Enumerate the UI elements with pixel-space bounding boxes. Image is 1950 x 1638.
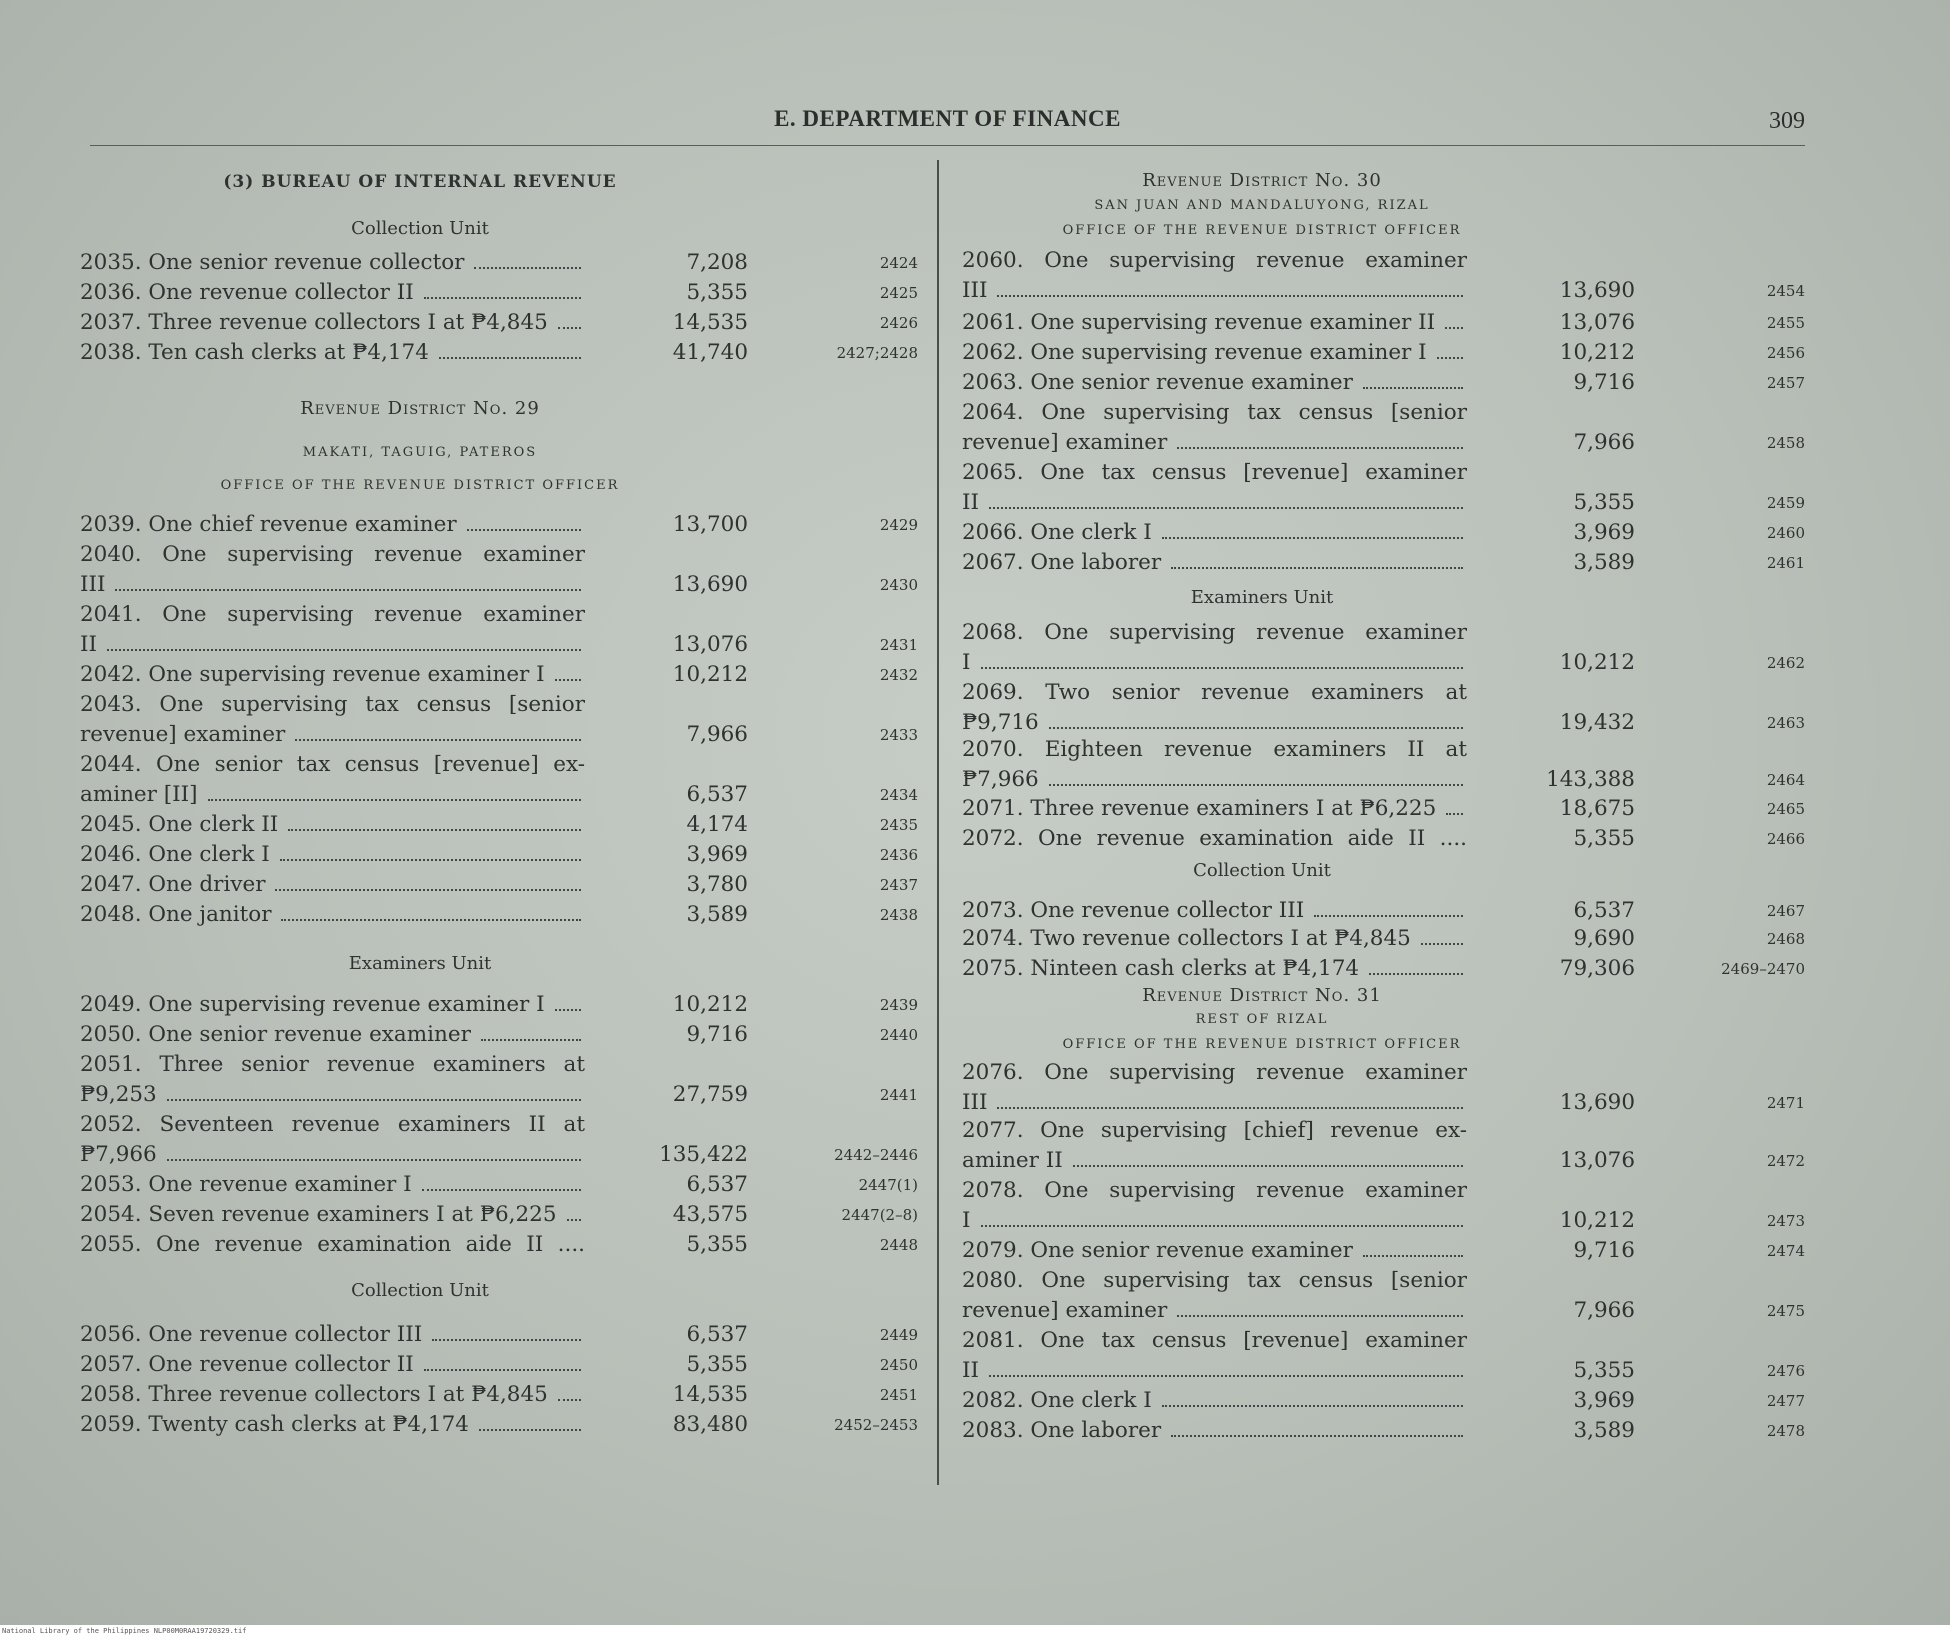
item-reference-number: 2424 [879,254,918,272]
item-description-continuation: III [962,278,1467,303]
item-amount: 3,969 [686,842,748,867]
dot-leader [981,652,1463,669]
item-reference-number: 2452–2453 [834,1416,918,1434]
item-description-continuation: III [962,1090,1467,1115]
item-description: 2082. One clerk I [962,1388,1467,1413]
item-amount: 4,174 [686,812,748,837]
left-collection-unit-2-heading: Collection Unit [351,1280,489,1301]
item-reference-number: 2437 [879,876,918,894]
item-amount: 5,355 [686,1352,748,1377]
item-reference-number: 2454 [1766,282,1805,300]
item-description-continuation: revenue] examiner [962,1298,1467,1323]
item-amount: 10,212 [672,662,748,687]
item-amount: 135,422 [659,1142,748,1167]
item-reference-number: 2461 [1766,554,1805,572]
item-description: 2049. One supervising revenue examiner I [80,992,585,1017]
item-description: 2044. One senior tax census [revenue] ex- [80,752,585,777]
item-reference-number: 2459 [1766,494,1805,512]
item-description-continuation: aminer [II] [80,782,585,807]
dot-leader [167,1144,581,1161]
dot-leader [288,814,581,831]
dot-leader [555,664,581,681]
item-description-continuation: I [962,1208,1467,1233]
item-amount: 5,355 [686,1232,748,1257]
item-amount: 9,716 [1573,370,1635,395]
item-reference-number: 2447(1) [858,1176,918,1194]
item-reference-number: 2442–2446 [834,1146,918,1164]
item-description: 2037. Three revenue collectors I at ₱4,845 [80,310,585,335]
item-amount: 7,208 [686,250,748,275]
item-amount: 79,306 [1559,956,1635,981]
item-description: 2055. One revenue examination aide II .... [80,1232,585,1257]
right-collection-unit-heading: Collection Unit [1193,860,1331,881]
dot-leader [1314,900,1463,917]
item-reference-number: 2435 [879,816,918,834]
item-description: 2075. Ninteen cash clerks at ₱4,174 [962,956,1467,981]
item-amount: 41,740 [672,340,748,365]
district-30-office: OFFICE OF THE REVENUE DISTRICT OFFICER [1062,223,1462,238]
item-reference-number: 2462 [1766,654,1805,672]
item-amount: 10,212 [1559,1208,1635,1233]
item-description: 2053. One revenue examiner I [80,1172,585,1197]
item-reference-number: 2438 [879,906,918,924]
item-amount: 19,432 [1559,710,1635,735]
item-amount: 7,966 [1573,430,1635,455]
item-description: 2038. Ten cash clerks at ₱4,174 [80,340,585,365]
item-amount: 9,716 [686,1022,748,1047]
dot-leader [275,874,581,891]
item-amount: 13,690 [1559,1090,1635,1115]
item-reference-number: 2436 [879,846,918,864]
item-reference-number: 2457 [1766,374,1805,392]
item-amount: 14,535 [672,310,748,335]
item-reference-number: 2432 [879,666,918,684]
bureau-title: (3) BUREAU OF INTERNAL REVENUE [223,172,617,192]
dot-leader [1073,1150,1463,1167]
item-description: 2063. One senior revenue examiner [962,370,1467,395]
dot-leader [1171,1420,1463,1437]
item-amount: 9,690 [1573,926,1635,951]
item-description: 2046. One clerk I [80,842,585,867]
item-description: 2045. One clerk II [80,812,585,837]
item-description: 2069. Two senior revenue examiners at [962,680,1467,705]
dot-leader [1171,552,1463,569]
item-description: 2077. One supervising [chief] revenue ex- [962,1118,1467,1143]
item-reference-number: 2451 [879,1386,918,1404]
item-description: 2039. One chief revenue examiner [80,512,585,537]
item-reference-number: 2463 [1766,714,1805,732]
item-reference-number: 2430 [879,576,918,594]
dot-leader [981,1210,1463,1227]
item-amount: 3,969 [1573,1388,1635,1413]
district-29-heading: Revenue District No. 29 [300,398,540,419]
item-amount: 3,589 [686,902,748,927]
dot-leader [167,1084,581,1101]
page-title: E. DEPARTMENT OF FINANCE [774,106,1121,131]
dot-leader [1162,1390,1463,1407]
item-description: 2076. One supervising revenue examiner [962,1060,1467,1085]
item-description: 2072. One revenue examination aide II .... [962,826,1467,851]
dot-leader [1363,372,1463,389]
district-31-office: OFFICE OF THE REVENUE DISTRICT OFFICER [1062,1037,1462,1052]
item-description: 2064. One supervising tax census [senior [962,400,1467,425]
dot-leader [280,844,581,861]
item-description-continuation: revenue] examiner [962,430,1467,455]
item-description: 2070. Eighteen revenue examiners II at [962,737,1467,762]
district-29-place: MAKATI, TAGUIG, PATEROS [302,445,538,460]
item-reference-number: 2425 [879,284,918,302]
item-description: 2041. One supervising revenue examiner [80,602,585,627]
item-amount: 3,589 [1573,550,1635,575]
dot-leader [989,492,1463,509]
dot-leader [1177,432,1463,449]
item-amount: 13,076 [672,632,748,657]
item-description: 2042. One supervising revenue examiner I [80,662,585,687]
item-amount: 13,076 [1559,1148,1635,1173]
item-reference-number: 2467 [1766,902,1805,920]
item-amount: 14,535 [672,1382,748,1407]
page-header [90,100,1805,140]
item-amount: 13,700 [672,512,748,537]
item-description: 2068. One supervising revenue examiner [962,620,1467,645]
item-description-continuation: II [962,490,1467,515]
item-amount: 27,759 [672,1082,748,1107]
dot-leader [208,784,581,801]
dot-leader [558,1384,581,1401]
item-description-continuation: aminer II [962,1148,1467,1173]
district-30-heading: Revenue District No. 30 [1142,170,1382,191]
dot-leader [997,1092,1463,1109]
item-reference-number: 2466 [1766,830,1805,848]
item-description: 2080. One supervising tax census [senior [962,1268,1467,1293]
item-description-continuation: II [80,632,585,657]
district-29-office: OFFICE OF THE REVENUE DISTRICT OFFICER [220,478,620,493]
item-description-continuation: II [962,1358,1467,1383]
dot-leader [424,1354,581,1371]
item-amount: 7,966 [686,722,748,747]
header-rule [90,145,1805,146]
item-description: 2047. One driver [80,872,585,897]
dot-leader [1363,1240,1463,1257]
district-30-place: SAN JUAN AND MANDALUYONG, RIZAL [1094,198,1430,213]
dot-leader [567,1204,581,1221]
district-31-heading: Revenue District No. 31 [1142,985,1382,1006]
dot-leader [424,282,581,299]
right-examiners-unit-heading: Examiners Unit [1190,587,1334,608]
item-amount: 83,480 [672,1412,748,1437]
item-description: 2073. One revenue collector III [962,898,1467,923]
dot-leader [1437,342,1463,359]
item-description: 2060. One supervising revenue examiner [962,248,1467,273]
item-reference-number: 2440 [879,1026,918,1044]
dot-leader [281,904,581,921]
item-description: 2071. Three revenue examiners I at ₱6,225 [962,796,1467,821]
left-examiners-unit-heading: Examiners Unit [348,953,492,974]
dot-leader [1177,1300,1463,1317]
item-description: 2052. Seventeen revenue examiners II at [80,1112,585,1137]
dot-leader [1049,712,1463,729]
item-amount: 5,355 [1573,826,1635,851]
dot-leader [474,252,581,269]
item-reference-number: 2460 [1766,524,1805,542]
item-reference-number: 2449 [879,1326,918,1344]
district-31-place: REST OF RIZAL [1195,1012,1329,1027]
item-amount: 13,690 [1559,278,1635,303]
item-reference-number: 2434 [879,786,918,804]
item-reference-number: 2439 [879,996,918,1014]
item-amount: 6,537 [686,1172,748,1197]
dot-leader [1049,769,1463,786]
item-reference-number: 2447(2–8) [841,1206,918,1224]
item-amount: 3,969 [1573,520,1635,545]
column-divider [937,160,939,1485]
item-reference-number: 2465 [1766,800,1805,818]
item-reference-number: 2433 [879,726,918,744]
dot-leader [1369,958,1463,975]
item-description-continuation: revenue] examiner [80,722,585,747]
item-description: 2040. One supervising revenue examiner [80,542,585,567]
item-reference-number: 2478 [1766,1422,1805,1440]
item-description-continuation: ₱9,716 [962,710,1467,735]
item-reference-number: 2477 [1766,1392,1805,1410]
item-reference-number: 2471 [1766,1094,1805,1112]
dot-leader [422,1174,581,1191]
item-description: 2065. One tax census [revenue] examiner [962,460,1467,485]
dot-leader [558,312,581,329]
item-amount: 10,212 [1559,340,1635,365]
dot-leader [295,724,581,741]
item-reference-number: 2473 [1766,1212,1805,1230]
dot-leader [989,1360,1463,1377]
item-description-continuation: ₱9,253 [80,1082,585,1107]
item-reference-number: 2448 [879,1236,918,1254]
dot-leader [467,514,581,531]
item-description: 2066. One clerk I [962,520,1467,545]
item-description: 2050. One senior revenue examiner [80,1022,585,1047]
item-description: 2057. One revenue collector II [80,1352,585,1377]
item-reference-number: 2450 [879,1356,918,1374]
item-amount: 7,966 [1573,1298,1635,1323]
dot-leader [432,1324,581,1341]
item-description: 2074. Two revenue collectors I at ₱4,845 [962,926,1467,951]
item-reference-number: 2431 [879,636,918,654]
item-amount: 5,355 [686,280,748,305]
item-amount: 5,355 [1573,490,1635,515]
item-amount: 5,355 [1573,1358,1635,1383]
item-reference-number: 2475 [1766,1302,1805,1320]
item-amount: 9,716 [1573,1238,1635,1263]
item-description: 2067. One laborer [962,550,1467,575]
item-description: 2083. One laborer [962,1418,1467,1443]
item-description: 2048. One janitor [80,902,585,927]
item-description-continuation: ₱7,966 [962,767,1467,792]
item-description: 2056. One revenue collector III [80,1322,585,1347]
item-reference-number: 2468 [1766,930,1805,948]
item-description-continuation: I [962,650,1467,675]
scan-footer: National Library of the Philippines NLP00M0RAA19720329.tif [0,1625,1950,1638]
item-reference-number: 2455 [1766,314,1805,332]
item-amount: 3,589 [1573,1418,1635,1443]
item-amount: 43,575 [672,1202,748,1227]
item-description: 2081. One tax census [revenue] examiner [962,1328,1467,1353]
dot-leader [479,1414,581,1431]
item-reference-number: 2456 [1766,344,1805,362]
item-description-continuation: ₱7,966 [80,1142,585,1167]
item-description: 2035. One senior revenue collector [80,250,585,275]
dot-leader [1446,798,1463,815]
item-reference-number: 2464 [1766,771,1805,789]
item-reference-number: 2472 [1766,1152,1805,1170]
item-description: 2078. One supervising revenue examiner [962,1178,1467,1203]
item-amount: 13,076 [1559,310,1635,335]
dot-leader [439,342,581,359]
dot-leader [555,994,581,1011]
dot-leader [115,574,581,591]
left-collection-unit-heading: Collection Unit [351,218,489,239]
item-description: 2058. Three revenue collectors I at ₱4,845 [80,1382,585,1407]
item-reference-number: 2426 [879,314,918,332]
item-description: 2062. One supervising revenue examiner I [962,340,1467,365]
dot-leader [481,1024,581,1041]
dot-leader [1421,928,1463,945]
item-amount: 13,690 [672,572,748,597]
item-description-continuation: III [80,572,585,597]
item-description: 2059. Twenty cash clerks at ₱4,174 [80,1412,585,1437]
item-amount: 6,537 [1573,898,1635,923]
item-amount: 18,675 [1559,796,1635,821]
item-reference-number: 2427;2428 [836,344,918,362]
dot-leader [1162,522,1463,539]
item-reference-number: 2441 [879,1086,918,1104]
page-number: 309 [1769,108,1805,134]
item-reference-number: 2429 [879,516,918,534]
item-amount: 143,388 [1546,767,1635,792]
item-reference-number: 2476 [1766,1362,1805,1380]
item-description: 2061. One supervising revenue examiner II [962,310,1467,335]
dot-leader [997,280,1463,297]
item-reference-number: 2474 [1766,1242,1805,1260]
item-description: 2043. One supervising tax census [senior [80,692,585,717]
dot-leader [1445,312,1463,329]
item-amount: 10,212 [672,992,748,1017]
item-description: 2036. One revenue collector II [80,280,585,305]
item-reference-number: 2458 [1766,434,1805,452]
item-description: 2054. Seven revenue examiners I at ₱6,225 [80,1202,585,1227]
item-amount: 6,537 [686,1322,748,1347]
item-description: 2051. Three senior revenue examiners at [80,1052,585,1077]
dot-leader [107,634,581,651]
item-amount: 10,212 [1559,650,1635,675]
item-description: 2079. One senior revenue examiner [962,1238,1467,1263]
item-reference-number: 2469–2470 [1721,960,1805,978]
item-amount: 6,537 [686,782,748,807]
item-amount: 3,780 [686,872,748,897]
